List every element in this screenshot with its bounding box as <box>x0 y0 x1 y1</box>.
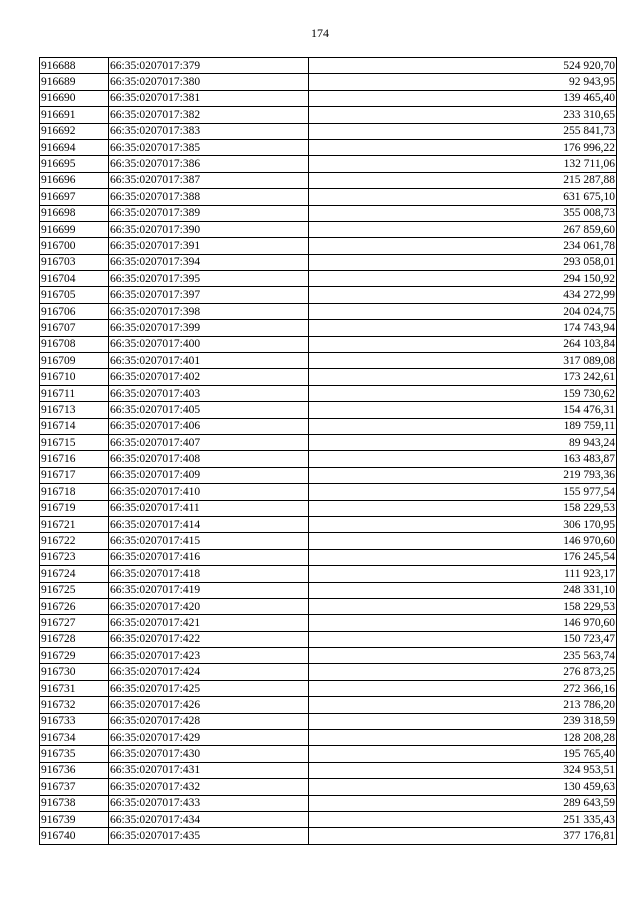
cadastral-number-cell: 66:35:0207017:429 <box>109 730 309 746</box>
table-row <box>40 664 617 680</box>
value-cell: 215 287,88 <box>309 172 617 188</box>
record-number-cell: 916722 <box>40 533 109 549</box>
table-row <box>40 303 617 319</box>
registry-table <box>39 57 617 845</box>
table-row <box>40 58 617 74</box>
record-number-cell: 916696 <box>40 172 109 188</box>
cadastral-number-cell: 66:35:0207017:408 <box>109 451 309 467</box>
record-number-cell: 916700 <box>40 238 109 254</box>
cadastral-number-cell: 66:35:0207017:395 <box>109 271 309 287</box>
cadastral-number-cell: 66:35:0207017:422 <box>109 631 309 647</box>
cadastral-number-cell: 66:35:0207017:426 <box>109 697 309 713</box>
record-number-cell: 916739 <box>40 811 109 827</box>
cadastral-number-cell: 66:35:0207017:380 <box>109 74 309 90</box>
table-row <box>40 336 617 352</box>
record-number-cell: 916698 <box>40 205 109 221</box>
cadastral-number-cell: 66:35:0207017:389 <box>109 205 309 221</box>
table-row <box>40 271 617 287</box>
record-number-cell: 916695 <box>40 156 109 172</box>
record-number-cell: 916711 <box>40 385 109 401</box>
value-cell: 150 723,47 <box>309 631 617 647</box>
value-cell: 317 089,08 <box>309 353 617 369</box>
table-row <box>40 680 617 696</box>
record-number-cell: 916704 <box>40 271 109 287</box>
cadastral-number-cell: 66:35:0207017:428 <box>109 713 309 729</box>
cadastral-number-cell: 66:35:0207017:381 <box>109 90 309 106</box>
record-number-cell: 916699 <box>40 221 109 237</box>
record-number-cell: 916707 <box>40 320 109 336</box>
record-number-cell: 916709 <box>40 353 109 369</box>
cadastral-number-cell: 66:35:0207017:432 <box>109 779 309 795</box>
value-cell: 239 318,59 <box>309 713 617 729</box>
value-cell: 324 953,51 <box>309 762 617 778</box>
cadastral-number-cell: 66:35:0207017:414 <box>109 516 309 532</box>
record-number-cell: 916731 <box>40 680 109 696</box>
value-cell: 306 170,95 <box>309 516 617 532</box>
cadastral-number-cell: 66:35:0207017:397 <box>109 287 309 303</box>
cadastral-number-cell: 66:35:0207017:409 <box>109 467 309 483</box>
value-cell: 272 366,16 <box>309 680 617 696</box>
record-number-cell: 916714 <box>40 418 109 434</box>
record-number-cell: 916715 <box>40 434 109 450</box>
cadastral-number-cell: 66:35:0207017:403 <box>109 385 309 401</box>
table-row <box>40 123 617 139</box>
page-number: 174 <box>311 26 329 40</box>
value-cell: 631 675,10 <box>309 189 617 205</box>
table-row <box>40 582 617 598</box>
cadastral-number-cell: 66:35:0207017:407 <box>109 434 309 450</box>
table-row <box>40 779 617 795</box>
record-number-cell: 916723 <box>40 549 109 565</box>
value-cell: 264 103,84 <box>309 336 617 352</box>
cadastral-number-cell: 66:35:0207017:405 <box>109 402 309 418</box>
table-row <box>40 287 617 303</box>
record-number-cell: 916716 <box>40 451 109 467</box>
value-cell: 111 923,17 <box>309 566 617 582</box>
record-number-cell: 916688 <box>40 58 109 74</box>
value-cell: 251 335,43 <box>309 811 617 827</box>
table-row <box>40 467 617 483</box>
value-cell: 233 310,65 <box>309 107 617 123</box>
cadastral-number-cell: 66:35:0207017:420 <box>109 598 309 614</box>
table-row <box>40 500 617 516</box>
record-number-cell: 916708 <box>40 336 109 352</box>
table-row <box>40 697 617 713</box>
value-cell: 159 730,62 <box>309 385 617 401</box>
table-row <box>40 254 617 270</box>
cadastral-number-cell: 66:35:0207017:434 <box>109 811 309 827</box>
table-row <box>40 615 617 631</box>
cadastral-number-cell: 66:35:0207017:415 <box>109 533 309 549</box>
record-number-cell: 916728 <box>40 631 109 647</box>
record-number-cell: 916729 <box>40 648 109 664</box>
value-cell: 234 061,78 <box>309 238 617 254</box>
value-cell: 139 465,40 <box>309 90 617 106</box>
table-row <box>40 221 617 237</box>
cadastral-number-cell: 66:35:0207017:421 <box>109 615 309 631</box>
cadastral-number-cell: 66:35:0207017:430 <box>109 746 309 762</box>
value-cell: 195 765,40 <box>309 746 617 762</box>
table-row <box>40 107 617 123</box>
value-cell: 267 859,60 <box>309 221 617 237</box>
cadastral-number-cell: 66:35:0207017:433 <box>109 795 309 811</box>
table-row <box>40 238 617 254</box>
cadastral-number-cell: 66:35:0207017:394 <box>109 254 309 270</box>
cadastral-number-cell: 66:35:0207017:390 <box>109 221 309 237</box>
cadastral-number-cell: 66:35:0207017:402 <box>109 369 309 385</box>
cadastral-number-cell: 66:35:0207017:382 <box>109 107 309 123</box>
value-cell: 219 793,36 <box>309 467 617 483</box>
cadastral-number-cell: 66:35:0207017:425 <box>109 680 309 696</box>
cadastral-number-cell: 66:35:0207017:411 <box>109 500 309 516</box>
record-number-cell: 916730 <box>40 664 109 680</box>
record-number-cell: 916689 <box>40 74 109 90</box>
record-number-cell: 916726 <box>40 598 109 614</box>
record-number-cell: 916690 <box>40 90 109 106</box>
table-row <box>40 139 617 155</box>
table-row <box>40 631 617 647</box>
record-number-cell: 916736 <box>40 762 109 778</box>
cadastral-number-cell: 66:35:0207017:399 <box>109 320 309 336</box>
cadastral-number-cell: 66:35:0207017:391 <box>109 238 309 254</box>
cadastral-number-cell: 66:35:0207017:386 <box>109 156 309 172</box>
table-row <box>40 353 617 369</box>
record-number-cell: 916733 <box>40 713 109 729</box>
cadastral-number-cell: 66:35:0207017:416 <box>109 549 309 565</box>
table-row <box>40 205 617 221</box>
record-number-cell: 916718 <box>40 484 109 500</box>
table-row <box>40 811 617 827</box>
table-row <box>40 451 617 467</box>
value-cell: 132 711,06 <box>309 156 617 172</box>
value-cell: 248 331,10 <box>309 582 617 598</box>
record-number-cell: 916724 <box>40 566 109 582</box>
table-row <box>40 746 617 762</box>
record-number-cell: 916703 <box>40 254 109 270</box>
record-number-cell: 916691 <box>40 107 109 123</box>
value-cell: 155 977,54 <box>309 484 617 500</box>
record-number-cell: 916721 <box>40 516 109 532</box>
value-cell: 92 943,95 <box>309 74 617 90</box>
table-row <box>40 730 617 746</box>
registry-table-body <box>40 58 617 845</box>
cadastral-number-cell: 66:35:0207017:419 <box>109 582 309 598</box>
table-row <box>40 90 617 106</box>
value-cell: 355 008,73 <box>309 205 617 221</box>
record-number-cell: 916713 <box>40 402 109 418</box>
cadastral-number-cell: 66:35:0207017:387 <box>109 172 309 188</box>
record-number-cell: 916719 <box>40 500 109 516</box>
value-cell: 189 759,11 <box>309 418 617 434</box>
record-number-cell: 916735 <box>40 746 109 762</box>
table-row <box>40 828 617 844</box>
table-row <box>40 484 617 500</box>
value-cell: 434 272,99 <box>309 287 617 303</box>
value-cell: 163 483,87 <box>309 451 617 467</box>
record-number-cell: 916740 <box>40 828 109 844</box>
value-cell: 276 873,25 <box>309 664 617 680</box>
value-cell: 130 459,63 <box>309 779 617 795</box>
table-row <box>40 713 617 729</box>
value-cell: 213 786,20 <box>309 697 617 713</box>
value-cell: 176 996,22 <box>309 139 617 155</box>
table-row <box>40 369 617 385</box>
table-row <box>40 385 617 401</box>
record-number-cell: 916732 <box>40 697 109 713</box>
cadastral-number-cell: 66:35:0207017:400 <box>109 336 309 352</box>
record-number-cell: 916706 <box>40 303 109 319</box>
table-row <box>40 516 617 532</box>
cadastral-number-cell: 66:35:0207017:406 <box>109 418 309 434</box>
record-number-cell: 916737 <box>40 779 109 795</box>
record-number-cell: 916717 <box>40 467 109 483</box>
value-cell: 289 643,59 <box>309 795 617 811</box>
value-cell: 158 229,53 <box>309 500 617 516</box>
cadastral-number-cell: 66:35:0207017:383 <box>109 123 309 139</box>
record-number-cell: 916727 <box>40 615 109 631</box>
table-row <box>40 795 617 811</box>
record-number-cell: 916710 <box>40 369 109 385</box>
value-cell: 176 245,54 <box>309 549 617 565</box>
value-cell: 89 943,24 <box>309 434 617 450</box>
value-cell: 174 743,94 <box>309 320 617 336</box>
cadastral-number-cell: 66:35:0207017:398 <box>109 303 309 319</box>
value-cell: 377 176,81 <box>309 828 617 844</box>
table-row <box>40 74 617 90</box>
table-row <box>40 566 617 582</box>
value-cell: 255 841,73 <box>309 123 617 139</box>
value-cell: 146 970,60 <box>309 533 617 549</box>
value-cell: 294 150,92 <box>309 271 617 287</box>
record-number-cell: 916725 <box>40 582 109 598</box>
value-cell: 204 024,75 <box>309 303 617 319</box>
record-number-cell: 916705 <box>40 287 109 303</box>
record-number-cell: 916692 <box>40 123 109 139</box>
cadastral-number-cell: 66:35:0207017:423 <box>109 648 309 664</box>
table-row <box>40 402 617 418</box>
value-cell: 293 058,01 <box>309 254 617 270</box>
value-cell: 146 970,60 <box>309 615 617 631</box>
table-row <box>40 189 617 205</box>
value-cell: 158 229,53 <box>309 598 617 614</box>
table-row <box>40 156 617 172</box>
value-cell: 524 920,70 <box>309 58 617 74</box>
cadastral-number-cell: 66:35:0207017:388 <box>109 189 309 205</box>
value-cell: 173 242,61 <box>309 369 617 385</box>
cadastral-number-cell: 66:35:0207017:435 <box>109 828 309 844</box>
cadastral-number-cell: 66:35:0207017:410 <box>109 484 309 500</box>
table-row <box>40 762 617 778</box>
cadastral-number-cell: 66:35:0207017:401 <box>109 353 309 369</box>
value-cell: 235 563,74 <box>309 648 617 664</box>
record-number-cell: 916697 <box>40 189 109 205</box>
table-row <box>40 533 617 549</box>
record-number-cell: 916694 <box>40 139 109 155</box>
table-row <box>40 549 617 565</box>
table-row <box>40 434 617 450</box>
cadastral-number-cell: 66:35:0207017:418 <box>109 566 309 582</box>
cadastral-number-cell: 66:35:0207017:385 <box>109 139 309 155</box>
cadastral-number-cell: 66:35:0207017:431 <box>109 762 309 778</box>
table-row <box>40 418 617 434</box>
record-number-cell: 916734 <box>40 730 109 746</box>
cadastral-number-cell: 66:35:0207017:379 <box>109 58 309 74</box>
table-row <box>40 648 617 664</box>
record-number-cell: 916738 <box>40 795 109 811</box>
table-row <box>40 598 617 614</box>
value-cell: 154 476,31 <box>309 402 617 418</box>
table-row <box>40 320 617 336</box>
value-cell: 128 208,28 <box>309 730 617 746</box>
cadastral-number-cell: 66:35:0207017:424 <box>109 664 309 680</box>
table-row <box>40 172 617 188</box>
